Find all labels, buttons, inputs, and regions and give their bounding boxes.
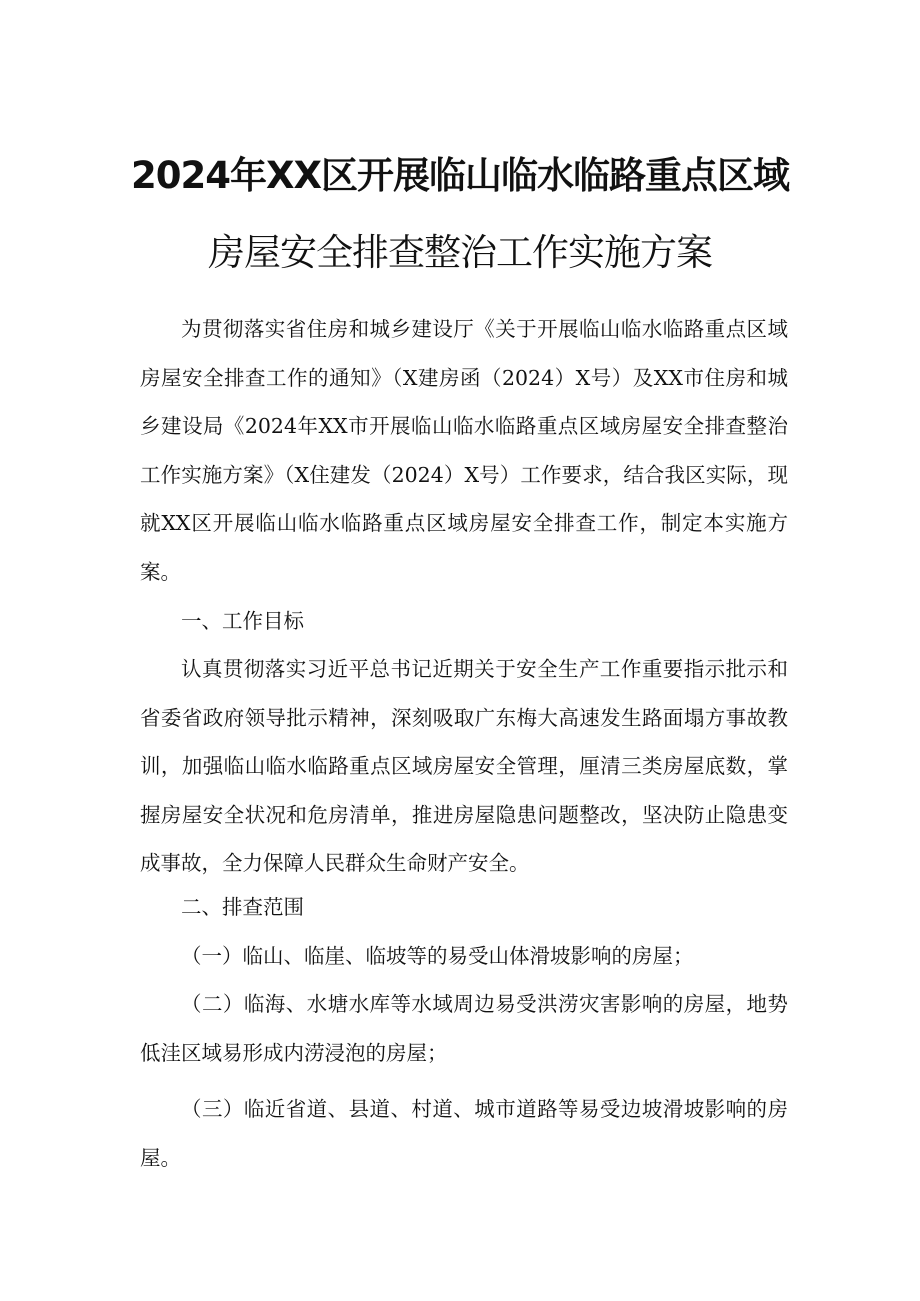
scope-item-3: （三）临近省道、县道、村道、城市道路等易受边坡滑坡影响的房屋。 <box>140 1097 788 1170</box>
document-title-line-1: 2024年XX区开展临山临水临路重点区域 <box>130 154 790 197</box>
document-title-line-2: 房屋安全排查整治工作实施方案 <box>208 231 712 274</box>
scope-item-1: （一）临山、临崖、临坡等的易受山体滑坡影响的房屋； <box>181 944 694 968</box>
section-heading-goals: 一、工作目标 <box>181 609 304 633</box>
scope-item-2: （二）临海、水塘水库等水域周边易受洪涝灾害影响的房屋，地势低洼区域易形成内涝浸泡的房屋； <box>140 992 788 1065</box>
section-heading-scope: 二、排查范围 <box>181 895 304 919</box>
goals-paragraph: 认真贯彻落实习近平总书记近期关于安全生产工作重要指示批示和省委省政府领导批示精神，深刻吸取广东梅大高速发生路面塌方事故教训，加强临山临水临路重点区域房屋安全管理，厘清三类房屋底数，掌握房屋安全状况和危房清单，推进房屋隐患问题整改，坚决防止隐患变成事故，全力保障人民群众生命财产安全。 <box>140 657 788 875</box>
intro-paragraph: 为贯彻落实省住房和城乡建设厅《关于开展临山临水临路重点区域房屋安全排查工作的通知》（X建房函（2024）X号）及XX市住房和城乡建设局《2024年XX市开展临山临水临路重点区域房屋安全排查整治工作实施方案》（X住建发（2024）X号）工作要求，结合我区实际，现就XX区开展临山临水临路重点区域房屋安全排查工作，制定本实施方案。 <box>140 317 788 584</box>
